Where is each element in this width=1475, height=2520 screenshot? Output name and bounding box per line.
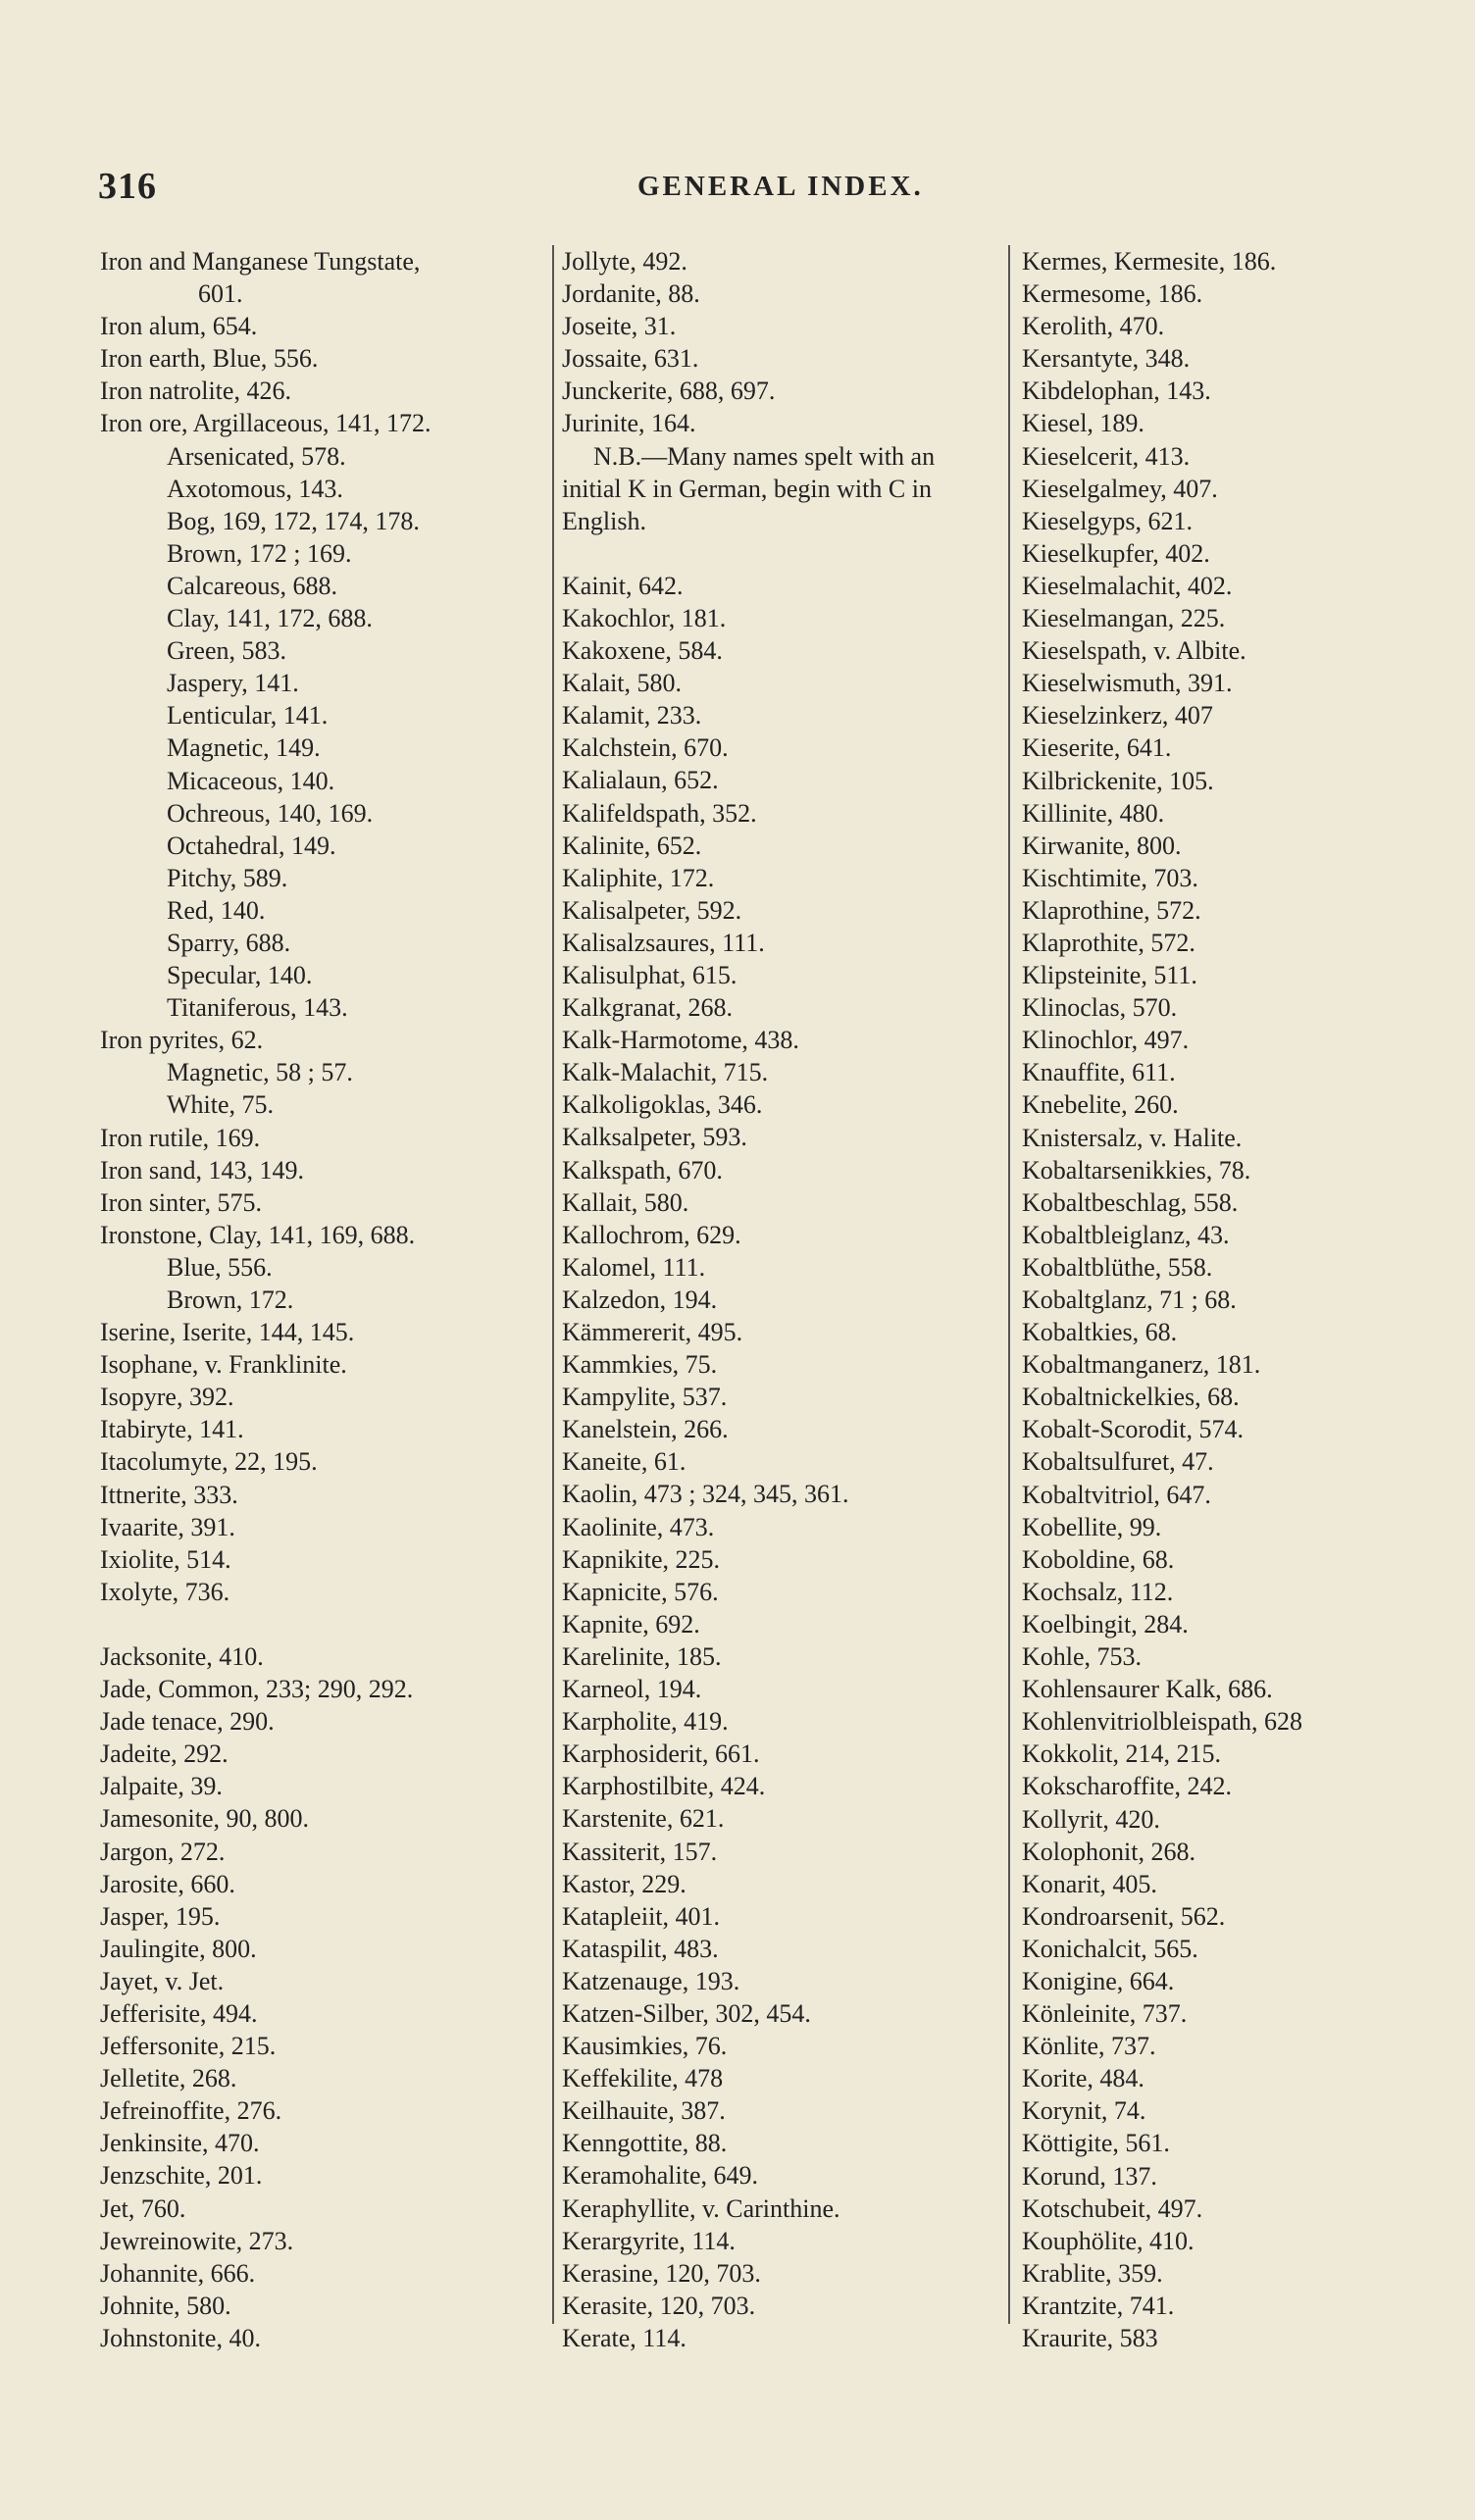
- index-entry: Jollyte, 492.: [562, 247, 687, 276]
- index-entry: Kobaltsulfuret, 47.: [1022, 1447, 1214, 1477]
- index-entry: Kobaltglanz, 71 ; 68.: [1022, 1285, 1237, 1314]
- index-entry: Jelletite, 268.: [100, 2064, 237, 2093]
- index-entry: Könlite, 737.: [1022, 2032, 1156, 2061]
- index-entry: Kobaltbeschlag, 558.: [1022, 1187, 1239, 1217]
- index-entry: Kilbrickenite, 105.: [1022, 766, 1214, 795]
- index-entry: Kampylite, 537.: [562, 1383, 728, 1412]
- index-entry: Ivaarite, 391.: [100, 1512, 235, 1541]
- index-entry: Kalisalzsaures, 111.: [562, 928, 765, 957]
- index-subentry: Magnetic, 149.: [167, 733, 321, 763]
- index-entry: Kalialaun, 652.: [562, 766, 719, 795]
- index-entry: Klaprothine, 572.: [1022, 895, 1201, 925]
- index-entry: Itacolumyte, 22, 195.: [100, 1447, 318, 1477]
- index-subentry: Lenticular, 141.: [167, 701, 329, 731]
- index-entry: Kieselzinkerz, 407: [1022, 701, 1213, 731]
- index-entry: Kastor, 229.: [562, 1869, 687, 1898]
- index-entry: Klaprothite, 572.: [1022, 928, 1195, 957]
- index-entry: Knauffite, 611.: [1022, 1058, 1176, 1087]
- index-entry: Kerargyrite, 114.: [562, 2226, 736, 2255]
- index-entry: Kirwanite, 800.: [1022, 831, 1182, 860]
- index-entry: Kieselwismuth, 391.: [1022, 669, 1233, 698]
- index-entry: Kieselcerit, 413.: [1022, 441, 1191, 471]
- index-entry: Kobaltkies, 68.: [1022, 1318, 1178, 1347]
- index-subentry: Green, 583.: [167, 636, 287, 666]
- index-entry: Kersantyte, 348.: [1022, 344, 1191, 374]
- index-entry: Kobaltblüthe, 558.: [1022, 1252, 1213, 1282]
- index-entry: Ittnerite, 333.: [100, 1480, 238, 1509]
- index-entry: Knistersalz, v. Halite.: [1022, 1123, 1243, 1152]
- index-entry: Kaolin, 473 ; 324, 345, 361.: [562, 1480, 849, 1509]
- index-entry: Kapnicite, 576.: [562, 1577, 719, 1606]
- index-entry: Jade, Common, 233; 290, 292.: [100, 1675, 414, 1704]
- index-entry: Kaneite, 61.: [562, 1447, 687, 1477]
- index-subentry: Jaspery, 141.: [167, 669, 299, 698]
- index-entry: Iron rutile, 169.: [100, 1123, 261, 1152]
- index-entry: Jargon, 272.: [100, 1837, 226, 1866]
- index-entry: Kohle, 753.: [1022, 1642, 1143, 1672]
- index-entry: Kämmererit, 495.: [562, 1318, 743, 1346]
- index-entry: Kieselmalachit, 402.: [1022, 571, 1233, 600]
- index-entry: Konarit, 405.: [1022, 1869, 1157, 1898]
- index-entry: Koboldine, 68.: [1022, 1544, 1175, 1574]
- index-entry: Jewreinowite, 273.: [100, 2226, 294, 2255]
- index-entry: Kaolinite, 473.: [562, 1512, 715, 1541]
- index-subentry: Octahedral, 149.: [167, 831, 336, 860]
- index-entry: Iron sinter, 575.: [100, 1187, 263, 1217]
- index-entry: Iron and Manganese Tungstate,: [100, 247, 421, 276]
- index-entry: Klinochlor, 497.: [1022, 1026, 1190, 1055]
- index-subentry: Bog, 169, 172, 174, 178.: [167, 506, 420, 535]
- index-entry: Jurinite, 164.: [562, 409, 696, 438]
- index-entry: Keramohalite, 649.: [562, 2161, 758, 2191]
- index-entry: Kieselmangan, 225.: [1022, 604, 1226, 633]
- index-entry: Krablite, 359.: [1022, 2258, 1163, 2288]
- index-entry: Koelbingit, 284.: [1022, 1609, 1189, 1638]
- index-entry: Kiesel, 189.: [1022, 409, 1144, 438]
- index-entry: Kammkies, 75.: [562, 1350, 718, 1380]
- index-entry: Jet, 760.: [100, 2193, 186, 2223]
- index-entry: Karstenite, 621.: [562, 1804, 725, 1834]
- index-note: N.B.—Many names spelt with an initial K in German, begin with C in English.: [562, 441, 936, 535]
- index-entry: Kalamit, 233.: [562, 701, 702, 731]
- index-entry: Kenngottite, 88.: [562, 2129, 728, 2158]
- index-entry: Konigine, 664.: [1022, 1966, 1175, 1995]
- index-entry: Kallait, 580.: [562, 1187, 689, 1217]
- index-entry: Kobellite, 99.: [1022, 1512, 1162, 1541]
- index-entry: Kobaltvitriol, 647.: [1022, 1480, 1211, 1509]
- index-subentry: Pitchy, 589.: [167, 863, 288, 892]
- index-entry: Kapnikite, 225.: [562, 1544, 721, 1574]
- index-entry: Iron natrolite, 426.: [100, 377, 291, 406]
- index-entry: Kobaltmanganerz, 181.: [1022, 1350, 1261, 1380]
- index-entry: Kalisalpeter, 592.: [562, 895, 742, 925]
- index-entry: Kokkolit, 214, 215.: [1022, 1739, 1221, 1769]
- index-subentry: Brown, 172.: [167, 1285, 294, 1314]
- index-entry: Ironstone, Clay, 141, 169, 688.: [100, 1220, 416, 1249]
- index-entry: Kollyrit, 420.: [1022, 1804, 1160, 1834]
- index-column-1: [100, 245, 541, 2354]
- index-entry: Kobaltbleiglanz, 43.: [1022, 1220, 1230, 1249]
- index-subentry: Sparry, 688.: [167, 928, 291, 957]
- index-entry: Kapnite, 692.: [562, 1609, 700, 1638]
- index-entry: Kallochrom, 629.: [562, 1220, 741, 1249]
- index-column-3: [1022, 245, 1463, 2354]
- index-entry: Kalksalpeter, 593.: [562, 1123, 747, 1152]
- page-header: [0, 165, 1475, 207]
- index-entry: Korynit, 74.: [1022, 2096, 1146, 2126]
- index-entry: Itabiryte, 141.: [100, 1415, 244, 1444]
- index-entry: Kerasite, 120, 703.: [562, 2291, 756, 2320]
- index-entry: Kohlenvitriolbleispath, 628: [1022, 1707, 1302, 1737]
- index-entry: Kalchstein, 670.: [562, 733, 729, 763]
- index-entry: Keraphyllite, v. Carinthine.: [562, 2193, 840, 2223]
- index-entry: Kalzedon, 194.: [562, 1285, 718, 1314]
- index-entry: Iron earth, Blue, 556.: [100, 344, 319, 374]
- index-entry: Jordanite, 88.: [562, 279, 700, 309]
- index-entry: Jeffersonite, 215.: [100, 2032, 277, 2061]
- index-entry: Kassiterit, 157.: [562, 1837, 718, 1866]
- index-subentry: Axotomous, 143.: [167, 474, 343, 503]
- index-entry: Kalinite, 652.: [562, 831, 702, 860]
- index-entry: Knebelite, 260.: [1022, 1090, 1179, 1120]
- index-entry: Konichalcit, 565.: [1022, 1934, 1198, 1963]
- index-entry: Korund, 137.: [1022, 2161, 1157, 2191]
- index-entry: Kalomel, 111.: [562, 1252, 706, 1282]
- index-entry: Kibdelophan, 143.: [1022, 377, 1211, 406]
- index-entry: Jamesonite, 90, 800.: [100, 1804, 310, 1834]
- index-entry: Kataspilit, 483.: [562, 1934, 719, 1963]
- index-entry: Junckerite, 688, 697.: [562, 377, 776, 406]
- index-entry: Kouphölite, 410.: [1022, 2226, 1195, 2255]
- index-entry: Kobaltarsenikkies, 78.: [1022, 1155, 1251, 1184]
- index-subentry: Magnetic, 58 ; 57.: [167, 1058, 353, 1087]
- index-entry: Killinite, 480.: [1022, 798, 1165, 828]
- index-entry: Iron sand, 143, 149.: [100, 1155, 304, 1184]
- index-entry: Kieserite, 641.: [1022, 733, 1172, 763]
- index-entry-continuation: 601.: [198, 279, 243, 309]
- index-entry: Katzen-Silber, 302, 454.: [562, 1998, 811, 2028]
- index-entry: Ixolyte, 736.: [100, 1577, 230, 1606]
- index-entry: Joseite, 31.: [562, 312, 677, 341]
- index-subentry: Clay, 141, 172, 688.: [167, 604, 373, 633]
- index-entry: Iron alum, 654.: [100, 312, 258, 341]
- index-entry: Jefreinoffite, 276.: [100, 2096, 282, 2126]
- index-subentry: Brown, 172 ; 169.: [167, 538, 352, 568]
- index-entry: Kieselgyps, 621.: [1022, 506, 1194, 535]
- index-entry: Iron pyrites, 62.: [100, 1026, 264, 1055]
- index-entry: Katapleiit, 401.: [562, 1901, 721, 1931]
- index-entry: Karelinite, 185.: [562, 1641, 722, 1671]
- index-entry: Karpholite, 419.: [562, 1707, 729, 1737]
- index-subentry: Specular, 140.: [167, 961, 313, 990]
- index-entry: Kermesome, 186.: [1022, 279, 1203, 309]
- index-entry: Kalkgranat, 268.: [562, 993, 734, 1023]
- index-entry: Iserine, Iserite, 144, 145.: [100, 1318, 355, 1347]
- index-entry: Kieselgalmey, 407.: [1022, 474, 1218, 503]
- section-gap: [562, 537, 1003, 570]
- index-subentry: White, 75.: [167, 1090, 275, 1120]
- index-entry: Klinoclas, 570.: [1022, 993, 1178, 1023]
- index-entry: Kobalt-Scorodit, 574.: [1022, 1415, 1245, 1444]
- index-entry: Ixiolite, 514.: [100, 1544, 231, 1574]
- index-entry: Kieselspath, v. Albite.: [1022, 636, 1246, 666]
- index-entry: Iron ore, Argillaceous, 141, 172.: [100, 409, 432, 438]
- index-entry: Kalk-Harmotome, 438.: [562, 1026, 799, 1055]
- index-entry: Kanelstein, 266.: [562, 1415, 729, 1444]
- index-entry: Jade tenace, 290.: [100, 1707, 275, 1737]
- index-entry: Kohlensaurer Kalk, 686.: [1022, 1675, 1273, 1704]
- index-entry: Könleinite, 737.: [1022, 1999, 1188, 2029]
- index-entry: Jaulingite, 800.: [100, 1934, 257, 1963]
- index-entry: Karneol, 194.: [562, 1675, 702, 1704]
- index-subentry: Ochreous, 140, 169.: [167, 798, 374, 828]
- index-entry: Jefferisite, 494.: [100, 1998, 258, 2028]
- index-entry: Korite, 484.: [1022, 2064, 1144, 2093]
- index-subentry: Arsenicated, 578.: [167, 441, 346, 471]
- index-entry: Karphostilbite, 424.: [562, 1772, 766, 1801]
- index-subentry: Red, 140.: [167, 895, 266, 925]
- index-subentry: Titaniferous, 143.: [167, 993, 348, 1023]
- index-entry: Johnstonite, 40.: [100, 2323, 261, 2352]
- index-entry: Kischtimite, 703.: [1022, 863, 1198, 892]
- index-entry: Kakochlor, 181.: [562, 603, 727, 632]
- page-number: 316: [98, 166, 157, 207]
- section-gap: [100, 1608, 541, 1640]
- index-entry: Jalpaite, 39.: [100, 1772, 223, 1801]
- index-entry: Klipsteinite, 511.: [1022, 961, 1197, 990]
- index-entry: Kakoxene, 584.: [562, 636, 723, 666]
- running-head: GENERAL INDEX.: [637, 171, 924, 202]
- index-entry: Kotschubeit, 497.: [1022, 2193, 1203, 2223]
- index-column-2: [562, 245, 1003, 2354]
- index-entry: Krantzite, 741.: [1022, 2291, 1175, 2320]
- index-entry: Kermes, Kermesite, 186.: [1022, 247, 1277, 276]
- index-entry: Kieselkupfer, 402.: [1022, 538, 1210, 568]
- index-entry: Kraurite, 583: [1022, 2324, 1158, 2352]
- index-entry: Karphosiderit, 661.: [562, 1739, 760, 1769]
- index-entry: Köttigite, 561.: [1022, 2129, 1170, 2158]
- index-entry: Kerate, 114.: [562, 2323, 687, 2352]
- index-entry: Keilhauite, 387.: [562, 2096, 726, 2126]
- index-entry: Johannite, 666.: [100, 2258, 256, 2288]
- index-entry: Kondroarsenit, 562.: [1022, 1901, 1226, 1931]
- index-entry: Kerasine, 120, 703.: [562, 2258, 761, 2288]
- index-entry: Isophane, v. Franklinite.: [100, 1350, 347, 1380]
- index-entry: Kalisulphat, 615.: [562, 960, 738, 989]
- index-subentry: Blue, 556.: [167, 1252, 273, 1282]
- index-entry: Kolophonit, 268.: [1022, 1837, 1195, 1866]
- index-entry: Katzenauge, 193.: [562, 1966, 740, 1995]
- index-entry: Kalk-Malachit, 715.: [562, 1058, 769, 1087]
- index-entry: Kalait, 580.: [562, 669, 683, 698]
- index-subentry: Calcareous, 688.: [167, 571, 338, 600]
- index-entry: Jenzschite, 201.: [100, 2161, 263, 2191]
- index-entry: Jadeite, 292.: [100, 1739, 229, 1769]
- index-entry: Jacksonite, 410.: [100, 1641, 264, 1671]
- index-entry: Kainit, 642.: [562, 571, 684, 600]
- index-entry: Kalkoligoklas, 346.: [562, 1090, 763, 1120]
- index-entry: Jayet, v. Jet.: [100, 1966, 225, 1995]
- index-entry: Jarosite, 660.: [100, 1869, 235, 1898]
- index-entry: Jossaite, 631.: [562, 344, 699, 374]
- index-entry: Johnite, 580.: [100, 2291, 231, 2320]
- index-entry: Jenkinsite, 470.: [100, 2129, 260, 2158]
- index-entry: Kaliphite, 172.: [562, 863, 715, 892]
- index-entry: Kausimkies, 76.: [562, 2032, 728, 2061]
- index-entry: Kokscharoffite, 242.: [1022, 1772, 1232, 1801]
- index-subentry: Micaceous, 140.: [167, 766, 335, 795]
- index-entry: Kalifeldspath, 352.: [562, 798, 757, 828]
- index-entry: Keffekilite, 478: [562, 2064, 724, 2093]
- index-entry: Kobaltnickelkies, 68.: [1022, 1383, 1240, 1412]
- index-entry: Jasper, 195.: [100, 1901, 221, 1931]
- index-entry: Kochsalz, 112.: [1022, 1577, 1174, 1606]
- index-entry: Kalkspath, 670.: [562, 1155, 723, 1184]
- index-entry: Kerolith, 470.: [1022, 312, 1165, 341]
- index-entry: Isopyre, 392.: [100, 1383, 234, 1412]
